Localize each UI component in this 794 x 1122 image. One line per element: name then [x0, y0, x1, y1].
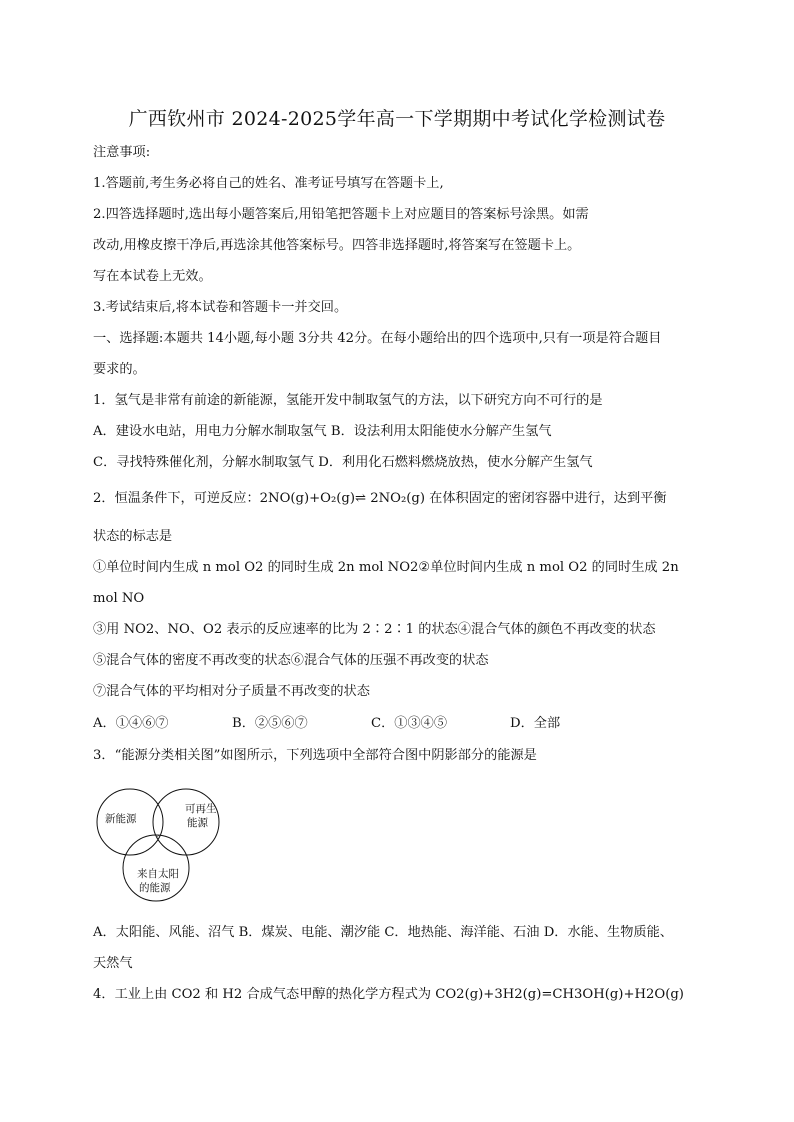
- question-1-stem: 1．氢气是非常有前途的新能源，氢能开发中制取氢气的方法，以下研究方向不可行的是: [93, 393, 603, 408]
- venn-label-new-energy: 新能源: [105, 813, 137, 825]
- question-2-statement-7: ⑦混合气体的平均相对分子质量不再改变的状态: [93, 684, 370, 699]
- question-2-statement-2-cont: mol NO: [93, 591, 145, 606]
- question-2-option-b: B．②⑤⑥⑦: [232, 716, 308, 731]
- venn-label-solar-2: 的能源: [139, 882, 171, 894]
- question-2-stem: 2．恒温条件下，可逆反应：2NO(g)+O₂(g)⇌ 2NO₂(g) 在体积固定的密闭容器中进行，达到平衡: [93, 491, 667, 506]
- question-2-statement-3-4: ③用 NO2、NO、O2 表示的反应速率的比为 2∶2∶1 的状态④混合气体的颜色不再改变的状态: [93, 622, 656, 637]
- question-2-stem-cont: 状态的标志是: [93, 529, 173, 544]
- venn-label-renewable-2: 能源: [187, 817, 208, 829]
- venn-label-solar-1: 来自太阳: [137, 868, 179, 880]
- notice-heading: 注意事项:: [93, 145, 151, 160]
- section-heading-cont: 要求的。: [93, 362, 146, 377]
- notice-item-2-cont2: 写在本试卷上无效。: [93, 269, 212, 284]
- section-heading: 一、选择题:本题共 14小题,每小题 3分共 42分。在每小题给出的四个选项中,只有一项是符合题目: [93, 331, 662, 346]
- question-4-stem: 4．工业上由 CO2 和 H2 合成气态甲醇的热化学方程式为 CO2(g)+3H2(g)=CH3OH(g)+H2O(g): [93, 987, 684, 1002]
- question-1-options-ab: A．建设水电站，用电力分解水制取氢气 B．设法利用太阳能使水分解产生氢气: [93, 424, 552, 439]
- page-title: 广西钦州市 2024-2025学年高一下学期期中考试化学检测试卷: [128, 108, 666, 130]
- notice-item-2-cont: 改动,用橡皮擦干净后,再选涂其他答案标号。四答非选择题时,将答案写在签题卡上。: [93, 238, 581, 253]
- question-2-statement-5-6: ⑤混合气体的密度不再改变的状态⑥混合气体的压强不再改变的状态: [93, 653, 489, 668]
- question-2-statement-1-2: ①单位时间内生成 n mol O2 的同时生成 2n mol NO2②单位时间内生成 n mol O2 的同时生成 2n: [93, 560, 679, 575]
- question-3-options: A．太阳能、风能、沼气 B．煤炭、电能、潮汐能 C．地热能、海洋能、石油 D．水能、生物质能、: [93, 925, 673, 940]
- question-3-options-cont: 天然气: [93, 956, 133, 971]
- question-3-stem: 3．“能源分类相关图”如图所示，下列选项中全部符合图中阴影部分的能源是: [93, 748, 537, 763]
- venn-label-renewable-1: 可再生: [185, 803, 217, 815]
- question-1-options-cd: C．寻找特殊催化剂，分解水制取氢气 D．利用化石燃料燃烧放热，使水分解产生氢气: [93, 455, 593, 470]
- notice-item-2: 2.四答选择题时,选出每小题答案后,用铅笔把答题卡上对应题目的答案标号涂黑。如需: [93, 207, 589, 222]
- question-2-option-d: D．全部: [510, 716, 561, 731]
- energy-venn-diagram: [93, 782, 233, 910]
- question-2-option-a: A．①④⑥⑦: [93, 716, 169, 731]
- notice-item-1: 1.答题前,考生务必将自己的姓名、准考证号填写在答题卡上,: [93, 176, 444, 191]
- notice-item-3: 3.考试结束后,将本试卷和答题卡一并交回。: [93, 300, 348, 315]
- question-2-option-c: C．①③④⑤: [371, 716, 448, 731]
